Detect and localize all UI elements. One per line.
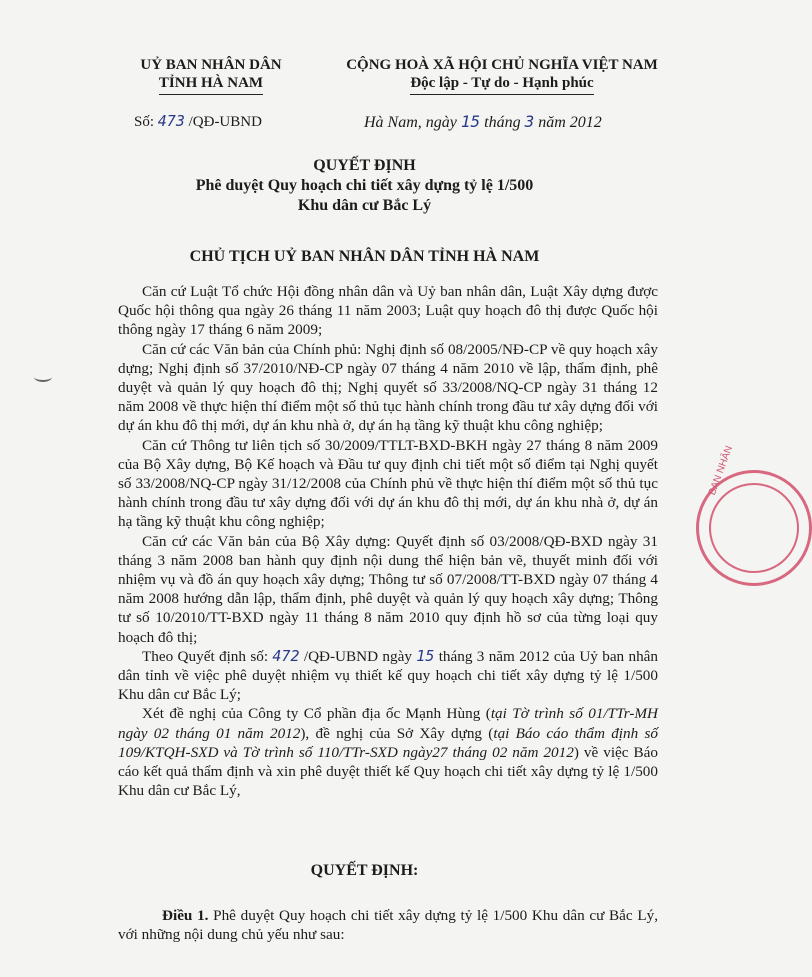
seal-text: BAN NHÂN [707, 444, 736, 497]
org-line-2: TỈNH HÀ NAM [159, 74, 263, 95]
date-prefix: Hà Nam, ngày [364, 114, 457, 131]
paragraph-5 [118, 647, 658, 705]
paragraph-2: Căn cứ các Văn bản của Chính phủ: Nghị định số 08/2005/NĐ-CP về quy hoạch xây dựng; Nghị định số 37/2010/NĐ-CP ngày 07 tháng 4 năm 2010 về lập, thẩm định, phê duyệt và quản lý quy hoạch đô thị; Nghị quyết số 33/2008/NQ-CP ngày 31 tháng 12 năm 2008 về thực hiện thí điểm một số thủ tục hành chính trong đầu tư xây dựng đối với dự án khu đô thị mới, dự án khu nhà ở, dự án hạ tầng kỹ thuật khu công nghiệp; [118, 340, 658, 435]
nation-name: CỘNG HOÀ XÃ HỘI CHỦ NGHĨA VIỆT NAM [346, 57, 658, 73]
so-label: Số: [134, 114, 155, 130]
authority-heading: CHỦ TỊCH UỶ BAN NHÂN DÂN TỈNH HÀ NAM [189, 248, 540, 265]
paragraph-1: Căn cứ Luật Tổ chức Hội đồng nhân dân và Uỷ ban nhân dân, Luật Xây dựng được Quốc hội thông qua ngày 26 tháng 11 năm 2003; Luật quy hoạch đô thị được Quốc hội thông ngày 17 tháng 6 năm 2009; [118, 283, 658, 339]
date-year: năm 2012 [538, 114, 602, 131]
article-1-text: Phê duyệt Quy hoạch chi tiết xây dựng tỷ lệ 1/500 Khu dân cư Bắc Lý, với những nội dung chủ yếu như sau: [118, 907, 658, 944]
national-header [322, 56, 682, 95]
p5-text-c: tháng 3 năm 2012 của Uỷ ban nhân dân tỉnh về việc phê duyệt nhiệm vụ thiết kế quy hoạch chi tiết xây dựng tỷ lệ 1/500 Khu dân cư Bắc Lý; [118, 647, 659, 704]
p5-text-b: /QĐ-UBND ngày [303, 647, 412, 665]
date-mid: tháng [484, 114, 521, 131]
document-title [0, 156, 729, 216]
official-seal [696, 444, 812, 586]
p6-text-c: ) về việc Báo cáo kết quả thẩm định và xin phê duyệt thiết kế Quy hoạch chi tiết xây dựng tỷ lệ 1/500 Khu dân cư Bắc Lý, [118, 743, 658, 800]
seal-inner-ring [709, 483, 799, 573]
handwritten-number: 473 [157, 112, 185, 130]
handwritten-day: 15 [416, 646, 435, 665]
motto: Độc lập - Tự do - Hạnh phúc [410, 74, 593, 95]
handwritten-decision-number: 472 [272, 646, 300, 665]
p6-text-a: Xét đề nghị của Công ty Cổ phần địa ốc Mạnh Hùng ( [142, 705, 491, 723]
document-date [364, 112, 602, 132]
org-line-1: UỶ BAN NHÂN DÂN [140, 57, 282, 73]
title-line-2: Khu dân cư Bắc Lý [297, 197, 432, 214]
document-number [134, 112, 262, 131]
issuing-authority [116, 56, 306, 95]
article-1-label: Điều 1. [162, 907, 209, 924]
paragraph-4: Căn cứ các Văn bản của Bộ Xây dựng: Quyết định số 03/2008/QĐ-BXD ngày 31 tháng 3 năm 2008 ban hành quy định nội dung thể hiện bản vẽ, thuyết minh đối với nhiệm vụ và đồ án quy hoạch xây dựng; Thông tư số 07/2008/TT-BXD ngày 07 tháng 4 năm 2008 hướng dẫn lập, thẩm định, phê duyệt và quản lý quy hoạch xây dựng; Thông tư số 10/2010/TT-BXD ngày 11 tháng 8 năm 2010 quy định hồ sơ của từng loại quy hoạch đô thị; [118, 532, 658, 646]
date-day: 15 [460, 112, 481, 131]
p6-text-b: ), đề nghị của Sở Xây dựng ( [300, 724, 494, 742]
paragraph-3: Căn cứ Thông tư liên tịch số 30/2009/TTLT-BXD-BKH ngày 27 tháng 8 năm 2009 của Bộ Xây dựng, Bộ Kế hoạch và Đầu tư quy định chi tiết một số điểm tại Nghị quyết số 33/2008/NQ-CP ngày 31/12/2008 của Chính phủ về thực hiện thí điểm một số thủ tục hành chính trong đầu tư xây dựng đối với dự án khu đô thị mới, dự án khu nhà ở, dự án hạ tầng kỹ thuật khu công nghiệp; [118, 436, 658, 531]
article-1 [118, 906, 658, 944]
title-line-1: Phê duyệt Quy hoạch chi tiết xây dựng tỷ lệ 1/500 [195, 177, 534, 194]
paragraph-6 [118, 704, 658, 800]
doc-type: QUYẾT ĐỊNH [313, 157, 416, 174]
p6-italic-2: tại Báo cáo thẩm định số 109/KTQH-SXD và Tờ trình số 110/TTr-SXD ngày27 tháng 02 năm 2012 [118, 724, 658, 761]
p5-text-a: Theo Quyết định số: [142, 647, 269, 665]
decision-heading: QUYẾT ĐỊNH: [310, 862, 419, 879]
margin-mark [34, 372, 52, 382]
preamble [118, 282, 658, 800]
p6-italic-1: tại Tờ trình số 01/TTr-MH ngày 02 tháng 01 năm 2012 [118, 705, 658, 742]
so-suffix: /QĐ-UBND [188, 114, 262, 130]
date-month: 3 [524, 112, 535, 131]
